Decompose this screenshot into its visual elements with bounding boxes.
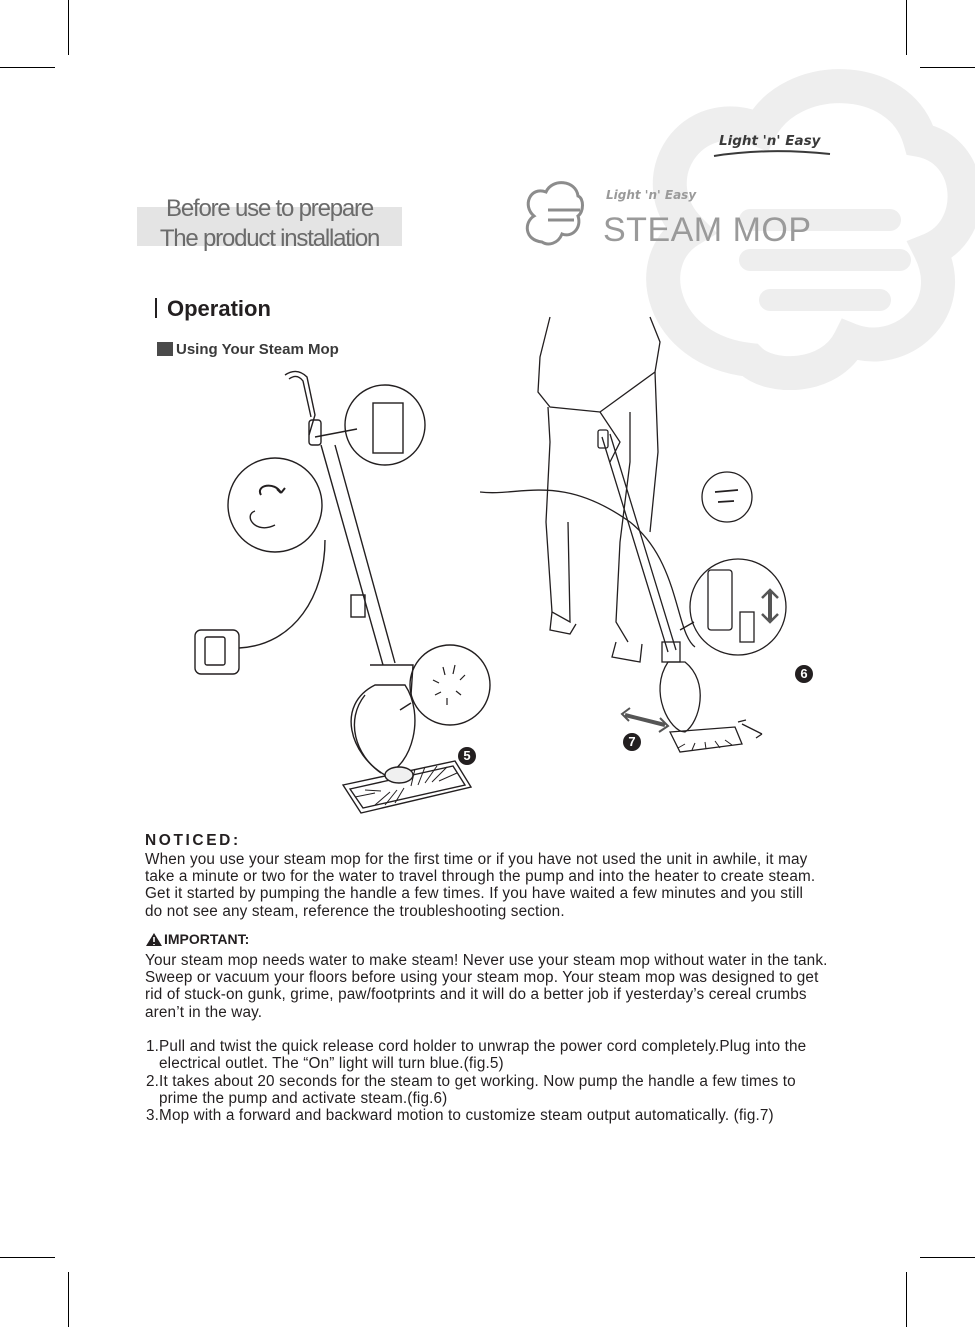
crop-mark — [906, 1272, 907, 1327]
figure-7-badge: 7 — [623, 733, 641, 751]
step-line-continued: prime the pump and activate steam.(fig.6) — [159, 1090, 448, 1108]
step-item — [146, 1107, 886, 1124]
important-line: Sweep or vacuum your floors before using your steam mop. Your steam mop was designed to get — [145, 969, 819, 987]
noticed-line: take a minute or two for the water to travel through the pump and into the heater to create steam. — [145, 868, 816, 886]
noticed-line: Get it started by pumping the handle a few times. If you have waited a few minutes and you still — [145, 885, 804, 903]
crop-mark — [906, 0, 907, 55]
crop-mark — [68, 1272, 69, 1327]
important-text — [145, 952, 885, 1021]
step-item — [146, 1073, 886, 1107]
crop-mark — [920, 1257, 975, 1258]
crop-mark — [0, 67, 55, 68]
important-line: aren’t in the way. — [145, 1003, 263, 1021]
product-name-logo: STEAM MOP — [603, 211, 812, 249]
warning-icon — [145, 932, 163, 947]
step-item — [146, 1038, 886, 1072]
swoosh-icon — [712, 148, 832, 160]
section-marker — [155, 298, 157, 318]
steam-cloud-logo-icon — [522, 176, 584, 248]
important-heading: IMPORTANT: — [164, 931, 250, 947]
step-line: 1.Pull and twist the quick release cord holder to unwrap the power cord completely.Plug into the — [146, 1038, 807, 1055]
corner-brand-logo: Light 'n' Easy — [719, 133, 821, 149]
figure-6-7-illustration — [480, 312, 820, 782]
noticed-line: When you use your steam mop for the first time or if you have not used the unit in awhile, it may — [145, 851, 808, 868]
subsection-title: Using Your Steam Mop — [176, 341, 339, 358]
noticed-line: do not see any steam, reference the troubleshooting section. — [145, 902, 565, 920]
noticed-text — [145, 851, 885, 920]
crop-mark — [0, 1257, 55, 1258]
prep-title-line2: The product installation — [159, 225, 380, 252]
figure-5-badge: 5 — [458, 747, 476, 765]
important-line: rid of stuck-on gunk, grime, paw/footprints and it will do a better job if yesterday’s cereal crumbs — [145, 986, 807, 1004]
crop-mark — [68, 0, 69, 55]
prep-title-line1: Before use to prepare — [166, 195, 373, 222]
noticed-heading: NOTICED: — [145, 832, 241, 849]
header-tagline: Light 'n' Easy — [606, 188, 697, 202]
section-title: Operation — [167, 296, 271, 321]
figure-6-badge: 6 — [795, 665, 813, 683]
important-line: Your steam mop needs water to make steam! Never use your steam mop without water in the tank. — [145, 952, 828, 969]
step-line: 2.It takes about 20 seconds for the steam to get working. Now pump the handle a few times to — [146, 1073, 796, 1090]
step-line: 3.Mop with a forward and backward motion to customize steam output automatically. (fig.7) — [146, 1107, 774, 1124]
figure-5-illustration — [185, 365, 495, 825]
subsection-square-icon — [157, 342, 173, 356]
step-line-continued: electrical outlet. The “On” light will turn blue.(fig.5) — [159, 1055, 504, 1073]
